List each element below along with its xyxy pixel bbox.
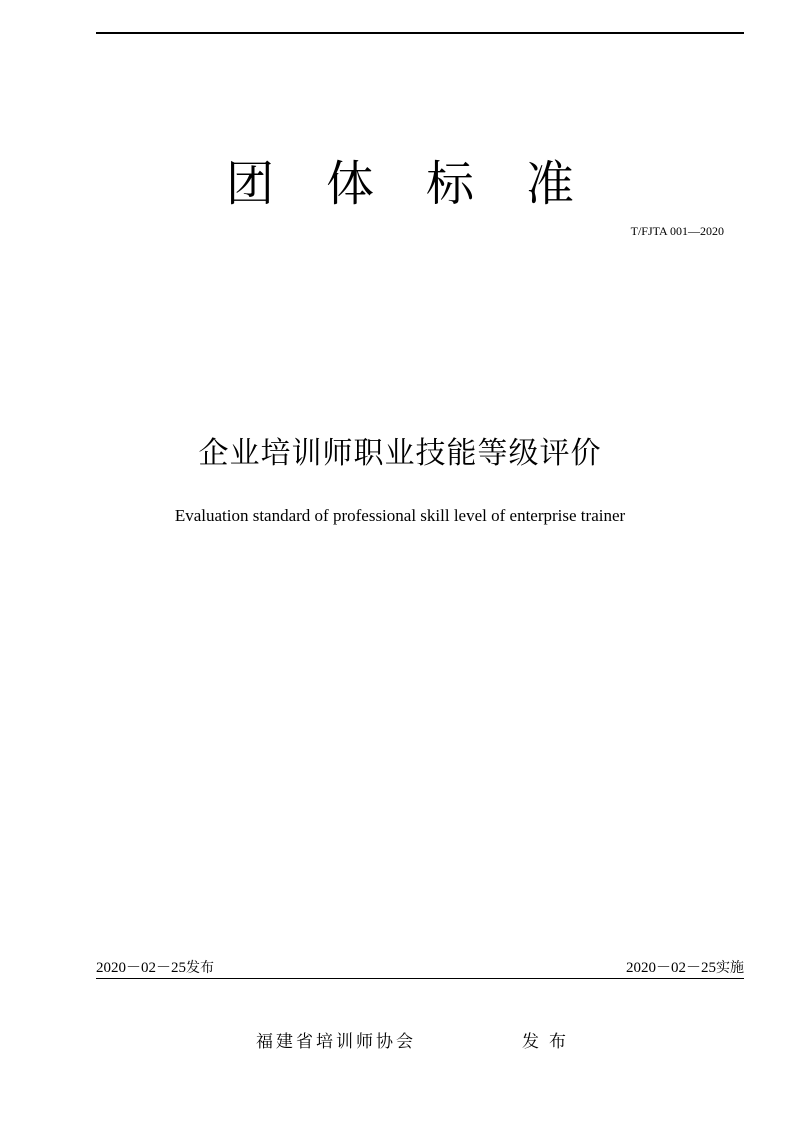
publisher-action: 发布: [522, 1032, 576, 1052]
publisher-name: 福建省培训师协会: [256, 1032, 416, 1052]
implement-date-group: [626, 956, 744, 979]
publish-date-group: [96, 956, 214, 979]
publish-date: 2020－02－25: [96, 960, 187, 976]
document-title-chinese: 企业培训师职业技能等级评价: [198, 436, 602, 471]
publisher-row: [0, 1028, 800, 1056]
implement-date: 2020－02－25: [625, 960, 716, 976]
date-row: [96, 956, 744, 978]
document-type-heading: 团体标准: [225, 156, 626, 212]
publish-label: 发布: [186, 960, 215, 976]
implement-label: 实施: [716, 960, 744, 976]
top-rule: [96, 32, 744, 34]
date-rule: [96, 978, 744, 979]
document-title-english: Evaluation standard of professional skill level of enterprise trainer: [174, 506, 626, 525]
standard-number: T/FJTA 001—2020: [630, 224, 724, 238]
